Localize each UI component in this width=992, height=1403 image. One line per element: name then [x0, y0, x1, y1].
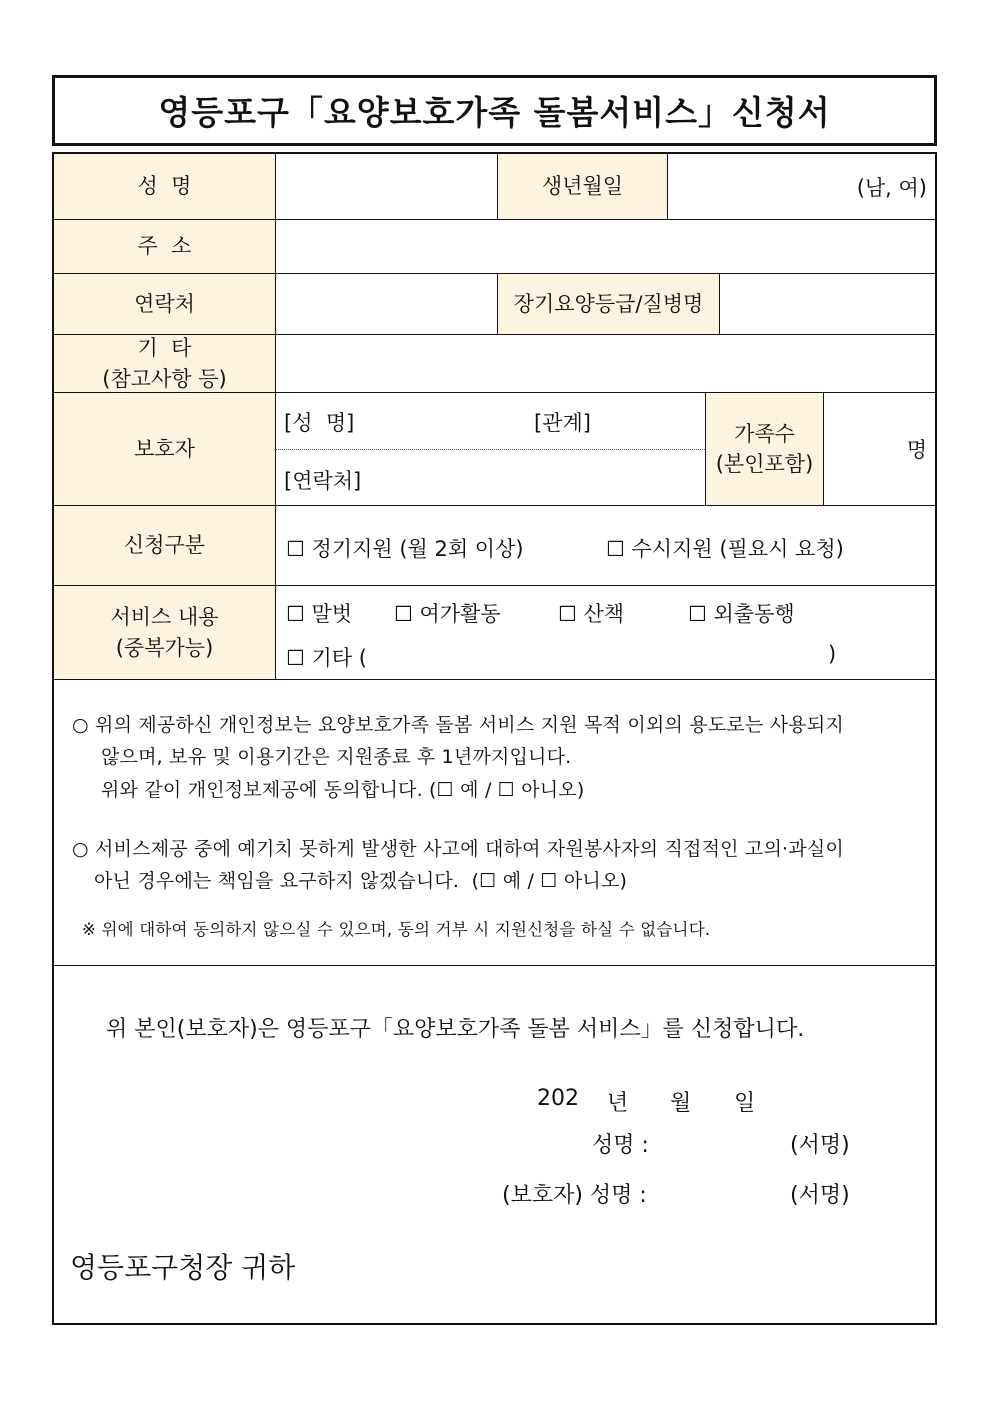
- name-input[interactable]: [276, 154, 498, 220]
- family-unit: 명: [906, 438, 927, 462]
- consent-footnote: ※ 위에 대하여 동의하지 않으실 수 있으며, 동의 거부 시 지원신청을 하실 수 없습니다.: [82, 920, 711, 939]
- checkbox-icon[interactable]: ☐: [606, 537, 625, 561]
- etc-input[interactable]: [276, 335, 935, 393]
- year-prefix: 202: [537, 1086, 579, 1111]
- signer-sign[interactable]: (서명): [790, 1133, 850, 1158]
- family-label-line2: (본인포함): [715, 452, 814, 476]
- birth-label-text: 생년월일: [541, 174, 624, 199]
- service-outing[interactable]: [688, 598, 795, 628]
- guardian-relation-field[interactable]: [관계]: [534, 411, 591, 435]
- consent-item2: [72, 834, 844, 861]
- service-outing-label: 외출동행: [713, 602, 795, 626]
- month-label: 월: [670, 1091, 692, 1116]
- address-input[interactable]: [276, 220, 935, 274]
- services-options: [276, 586, 935, 680]
- address-label: [54, 220, 276, 274]
- checkbox-icon[interactable]: ☐: [286, 537, 305, 561]
- consent-item1: [72, 710, 844, 737]
- guardian-label-text: 보호자: [134, 436, 195, 461]
- services-label-line1: 서비스 내용: [110, 605, 219, 630]
- guardian-info[interactable]: [276, 393, 706, 506]
- service-other-label: 기타 (: [311, 646, 367, 670]
- option-regular[interactable]: [286, 533, 524, 563]
- checkbox-icon[interactable]: ☐: [688, 602, 707, 626]
- grade-label: [498, 274, 720, 335]
- application-type-label-text: 신청구분: [123, 533, 206, 558]
- circle-icon: ○: [72, 714, 89, 736]
- guardian-label: [54, 393, 276, 506]
- gender-hint: (남, 여): [856, 175, 927, 200]
- consent-item1-line3[interactable]: 위와 같이 개인정보제공에 동의합니다. (☐ 예 / ☐ 아니오): [101, 779, 585, 801]
- service-other-close: ): [828, 642, 837, 666]
- consent-item1-line1: 위의 제공하신 개인정보는 요양보호가족 돌봄 서비스 지원 목적 이외의 용도로는 사용되지: [95, 714, 844, 736]
- service-talk-label: 말벗: [311, 602, 353, 626]
- circle-icon: ○: [72, 838, 89, 860]
- grade-label-text: 장기요양등급/질병명: [513, 291, 704, 316]
- guardian-signer-label: (보호자) 성명 :: [502, 1183, 647, 1208]
- option-occasional[interactable]: [606, 533, 844, 563]
- application-type-label: [54, 506, 276, 586]
- option-regular-label: 정기지원 (월 2회 이상): [311, 537, 524, 561]
- name-label-text: 성 명: [137, 174, 192, 199]
- checkbox-icon[interactable]: ☐: [394, 602, 413, 626]
- signer-label: 성명 :: [592, 1133, 649, 1158]
- contact-label: [54, 274, 276, 335]
- service-walk[interactable]: [558, 598, 624, 628]
- services-label-line2: (중복가능): [115, 635, 214, 660]
- family-label-line1: 가족수: [734, 421, 795, 446]
- service-leisure[interactable]: [394, 598, 501, 628]
- service-walk-label: 산책: [583, 602, 625, 626]
- form-title-box: [52, 75, 937, 146]
- checkbox-icon[interactable]: ☐: [558, 602, 577, 626]
- consent-item2-line2[interactable]: 아닌 경우에는 책임을 요구하지 않겠습니다. (☐ 예 / ☐ 아니오): [94, 870, 628, 892]
- service-leisure-label: 여가활동: [419, 602, 501, 626]
- checkbox-icon[interactable]: ☐: [286, 602, 305, 626]
- application-type-options: [276, 506, 935, 586]
- birth-input[interactable]: [668, 154, 935, 220]
- form-title: 영등포구「요양보호가족 돌봄서비스」신청서: [158, 93, 831, 132]
- consent-item1-line2: 않으며, 보유 및 이용기간은 지원종료 후 1년까지입니다.: [101, 746, 572, 768]
- declaration-statement: 위 본인(보호자)은 영등포구「요양보호가족 돌봄 서비스」를 신청합니다.: [106, 1017, 805, 1042]
- birth-label: [498, 154, 668, 220]
- application-form: [52, 152, 937, 1325]
- guardian-name-field[interactable]: [성 명]: [284, 411, 355, 435]
- etc-label-line2: (참고사항 등): [102, 366, 227, 391]
- checkbox-icon[interactable]: ☐: [286, 646, 305, 670]
- year-label: 년: [607, 1091, 629, 1116]
- addressee: 영등포구청장 귀하: [70, 1251, 296, 1284]
- family-count-input[interactable]: [824, 393, 935, 506]
- consent-item2-line1: 서비스제공 중에 예기치 못하게 발생한 사고에 대하여 자원봉사자의 직접적인 고의·과실이: [95, 838, 844, 860]
- services-label: [54, 586, 276, 680]
- guardian-contact-field[interactable]: [연락처]: [284, 469, 362, 493]
- contact-input[interactable]: [276, 274, 498, 335]
- guardian-sign[interactable]: (서명): [790, 1183, 850, 1208]
- etc-label-line1: 기 타: [137, 336, 192, 361]
- guardian-divider: [276, 449, 705, 450]
- day-label: 일: [734, 1091, 756, 1116]
- name-label: [54, 154, 276, 220]
- etc-label: [54, 335, 276, 393]
- contact-label-text: 연락처: [134, 291, 195, 316]
- service-talk[interactable]: [286, 598, 352, 628]
- family-count-label: [706, 393, 824, 506]
- consent-section: [54, 680, 935, 966]
- service-other[interactable]: [286, 642, 367, 672]
- address-label-text: 주 소: [137, 234, 192, 259]
- grade-input[interactable]: [720, 274, 935, 335]
- option-occasional-label: 수시지원 (필요시 요청): [631, 537, 844, 561]
